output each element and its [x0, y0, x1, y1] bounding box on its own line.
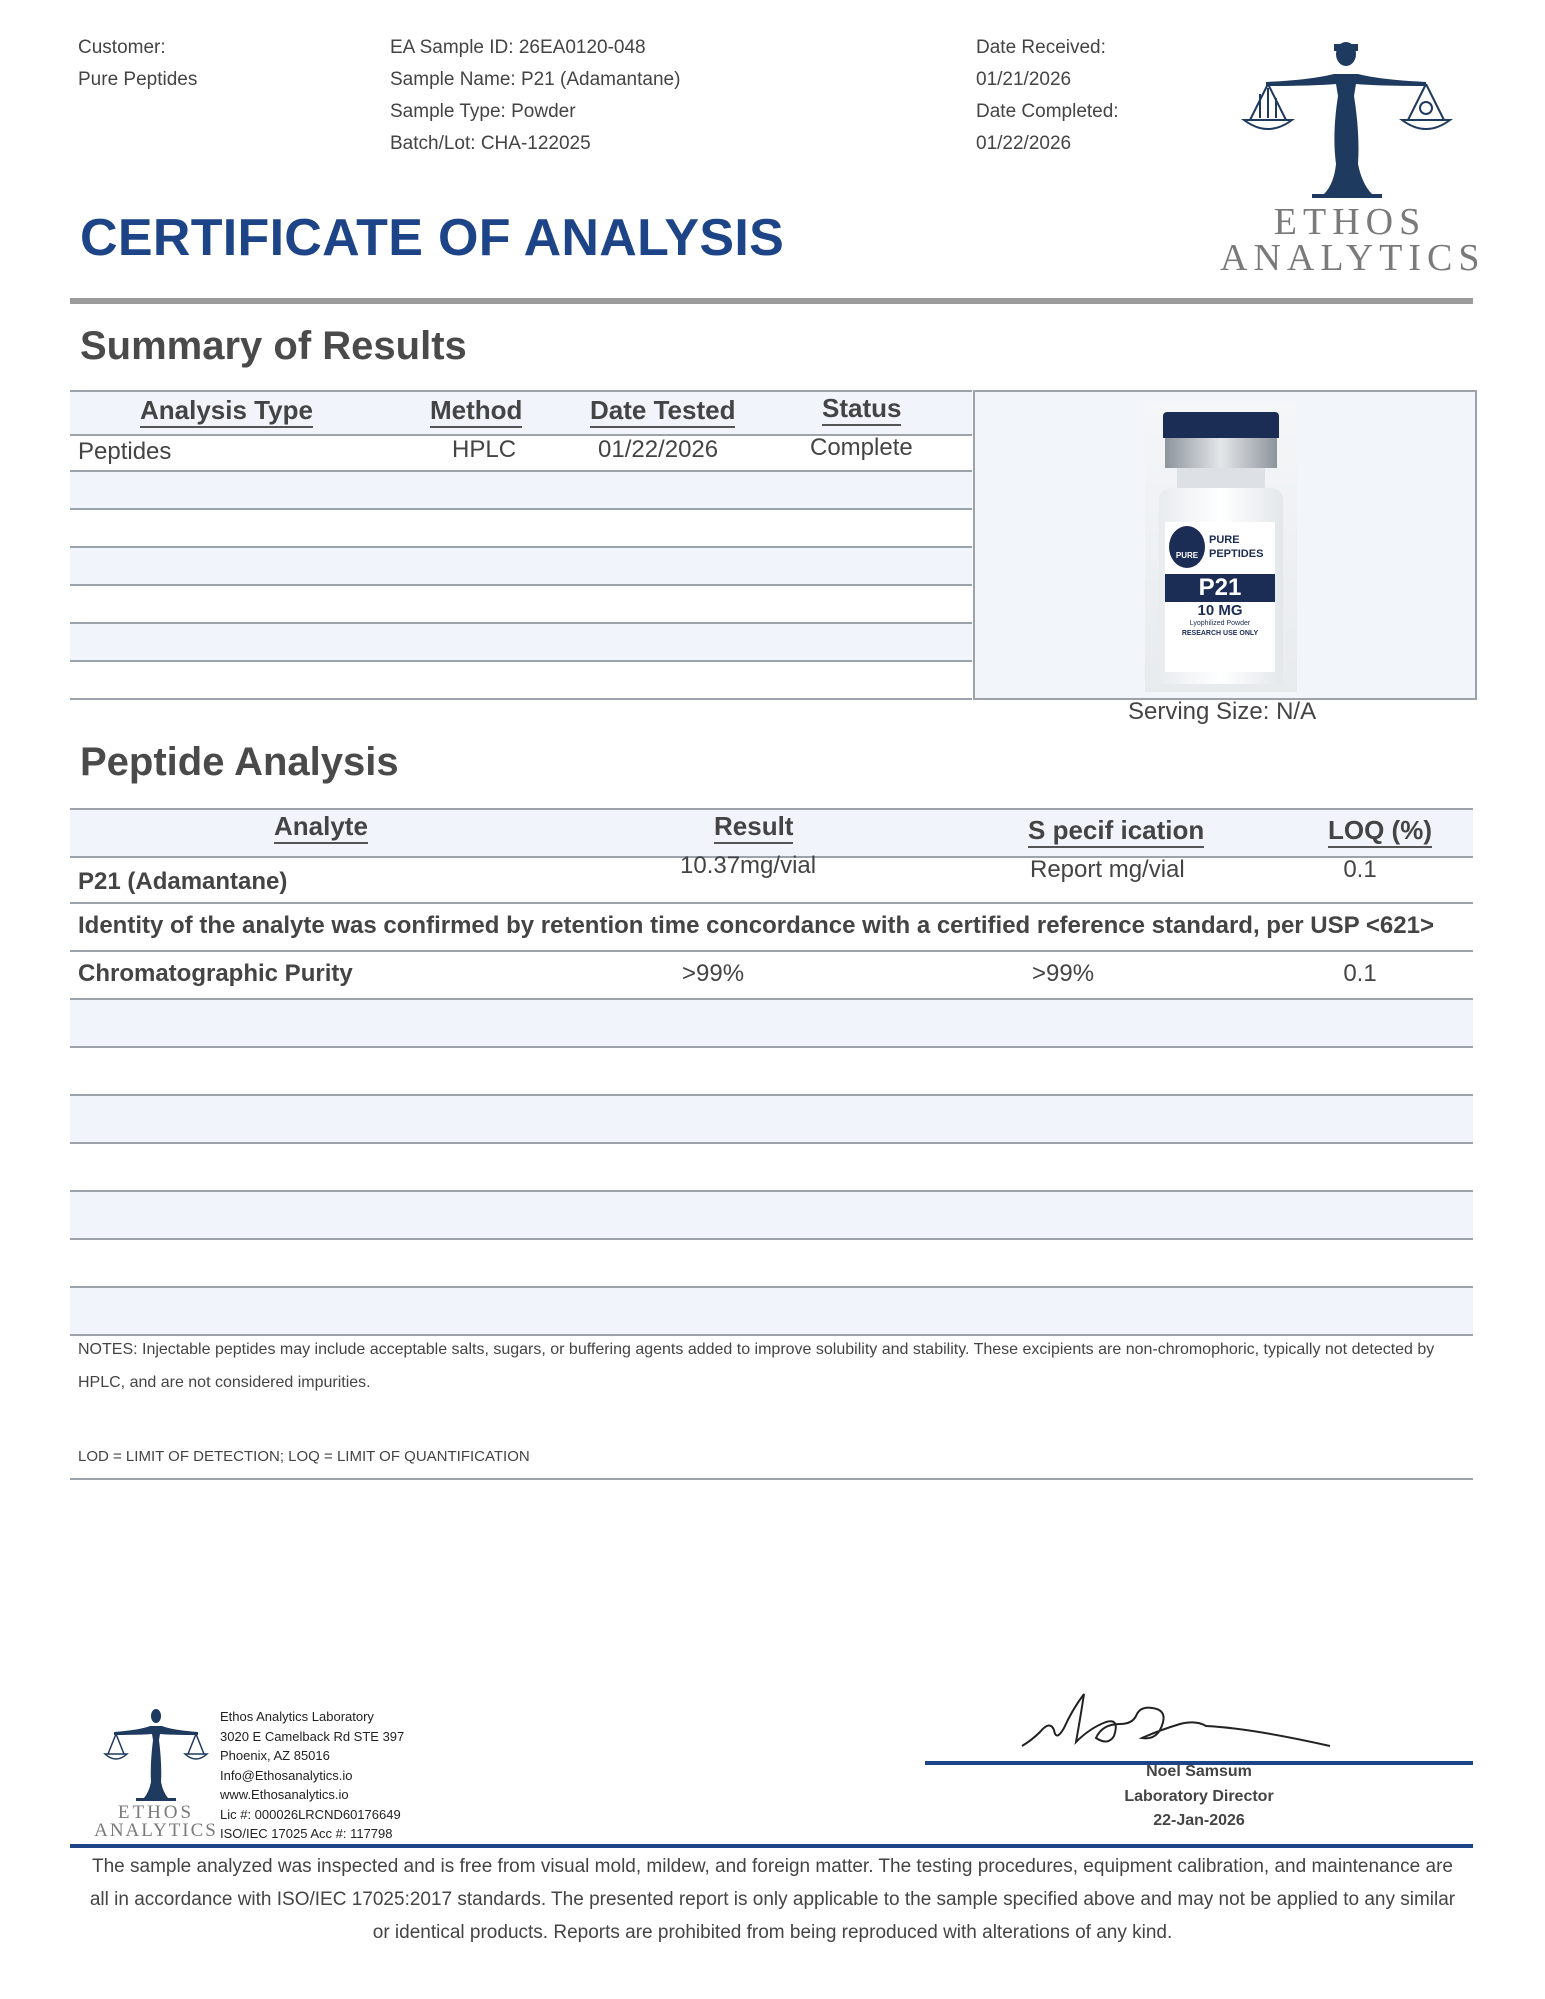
- col-result: Result: [714, 810, 793, 844]
- table-row: [70, 1096, 1473, 1144]
- table-row: [70, 662, 972, 700]
- lab-license: Lic #: 000026LRCND60176649: [220, 1806, 401, 1822]
- summary-table-header: [70, 390, 972, 436]
- signer-title: Laboratory Director: [1124, 1788, 1274, 1805]
- lab-address-1: 3020 E Camelback Rd STE 397: [220, 1728, 405, 1744]
- lab-email[interactable]: Info@Ethosanalytics.io: [220, 1767, 353, 1783]
- product-vial-image: [1145, 402, 1297, 692]
- col-method: Method: [430, 394, 522, 428]
- col-specification: S pecif ication: [1028, 814, 1204, 848]
- date-completed-label: Date Completed:: [976, 101, 1119, 122]
- notes-divider: [70, 1478, 1473, 1480]
- peptide-heading: Peptide Analysis: [80, 740, 399, 784]
- col-status: Status: [822, 392, 901, 426]
- col-date-tested: Date Tested: [590, 394, 735, 428]
- scales-of-justice-icon: [96, 1704, 216, 1804]
- method-cell: HPLC: [452, 436, 517, 463]
- small-logo-line2: ANALYTICS: [94, 1820, 218, 1841]
- brand-text-1: PURE: [1209, 534, 1240, 546]
- table-row: [70, 586, 972, 624]
- lab-iso: ISO/IEC 17025 Acc #: 117798: [220, 1826, 393, 1841]
- brand-badge: PURE: [1169, 526, 1205, 568]
- summary-table: [70, 390, 972, 698]
- product-image-panel: [973, 390, 1477, 700]
- lab-info: [220, 1707, 404, 1844]
- date-received-label: Date Received:: [976, 37, 1106, 58]
- sample-id: EA Sample ID: 26EA0120-048: [390, 37, 646, 58]
- result-cell: >99%: [682, 960, 745, 987]
- identity-note: Identity of the analyte was confirmed by retention time concordance with a certified reference standard, per USP <621>: [78, 912, 1434, 939]
- sample-name: Sample Name: P21 (Adamantane): [390, 69, 681, 90]
- analyte-cell: P21 (Adamantane): [78, 868, 288, 895]
- scales-of-justice-icon: [1220, 34, 1480, 204]
- table-row: [70, 548, 972, 586]
- vial-product-name: P21: [1165, 574, 1275, 602]
- vial-dose: 10 MG: [1197, 602, 1243, 619]
- page-title: CERTIFICATE OF ANALYSIS: [80, 209, 785, 267]
- brand-text-2: PEPTIDES: [1209, 548, 1264, 560]
- notes-text: NOTES: Injectable peptides may include acceptable salts, sugars, or buffering agents added to improve solubility and stability. These excipients are non-chromophoric, typically not detected by HPLC, and are not considered impurities.: [78, 1341, 1435, 1391]
- small-logo-line1: ETHOS: [117, 1802, 195, 1823]
- batch-lot: Batch/Lot: CHA-122025: [390, 133, 591, 154]
- footer-disclaimer: The sample analyzed was inspected and is free from visual mold, mildew, and foreign matter. The testing procedures, equipment calibration, and maintenance are all in accordance with ISO/IEC 17025:2017 standards. The presented report is only applicable to the sample specified above and may not be applied to any similar or identical products. Reports are prohibited from being reproduced with alterations of any kind.: [89, 1856, 1456, 1943]
- specification-cell: Report mg/vial: [1030, 856, 1185, 883]
- result-cell: 10.37mg/vial: [680, 852, 817, 879]
- analyte-cell: Chromatographic Purity: [78, 960, 353, 987]
- specification-cell: >99%: [1032, 960, 1095, 987]
- loq-cell: 0.1: [1343, 856, 1377, 883]
- table-row: [70, 852, 1473, 904]
- logo-line2: ANALYTICS: [1220, 237, 1486, 279]
- title-divider: [70, 298, 1473, 304]
- table-row: [70, 1192, 1473, 1240]
- handwritten-signature: [1010, 1680, 1350, 1760]
- peptide-table-header: [70, 808, 1473, 858]
- col-analyte: Analyte: [274, 810, 368, 844]
- table-row: [70, 624, 972, 662]
- customer-label: Customer:: [78, 37, 166, 58]
- footer-divider: [70, 1844, 1473, 1848]
- table-row: [70, 510, 972, 548]
- table-row: [70, 1000, 1473, 1048]
- col-loq: LOQ (%): [1328, 814, 1432, 848]
- date-completed: 01/22/2026: [976, 133, 1072, 154]
- lab-name: Ethos Analytics Laboratory: [220, 1709, 374, 1724]
- lab-website[interactable]: www.Ethosanalytics.io: [220, 1787, 349, 1802]
- date-received: 01/21/2026: [976, 69, 1072, 90]
- sample-type: Sample Type: Powder: [390, 101, 576, 122]
- signer-name: Noel Samsum: [1146, 1763, 1252, 1780]
- status-cell: Complete: [810, 434, 913, 461]
- table-row: [70, 472, 972, 510]
- summary-heading: Summary of Results: [80, 324, 467, 368]
- table-row: [70, 952, 1473, 1000]
- ethos-logo: [1220, 34, 1486, 284]
- serving-size: Serving Size: N/A: [1128, 698, 1317, 725]
- col-analysis-type: Analysis Type: [140, 394, 313, 428]
- lod-loq-definition: LOD = LIMIT OF DETECTION; LOQ = LIMIT OF QUANTIFICATION: [78, 1448, 530, 1465]
- loq-cell: 0.1: [1343, 960, 1377, 987]
- table-row: [70, 1144, 1473, 1192]
- ethos-logo-small: [96, 1704, 216, 1844]
- table-row: [70, 1048, 1473, 1096]
- signature-date: 22-Jan-2026: [1153, 1812, 1245, 1829]
- customer-value: Pure Peptides: [78, 69, 198, 90]
- vial-line1: Lyophilized Powder: [1189, 620, 1251, 627]
- lab-address-2: Phoenix, AZ 85016: [220, 1748, 330, 1763]
- table-row: [70, 1240, 1473, 1288]
- identity-note-row: [70, 904, 1473, 952]
- date-tested-cell: 01/22/2026: [598, 436, 719, 463]
- table-row: [70, 434, 972, 472]
- vial-line2: RESEARCH USE ONLY: [1181, 630, 1259, 637]
- logo-line1: ETHOS: [1273, 201, 1427, 243]
- table-row: [70, 1288, 1473, 1336]
- analysis-type-cell: Peptides: [78, 438, 172, 465]
